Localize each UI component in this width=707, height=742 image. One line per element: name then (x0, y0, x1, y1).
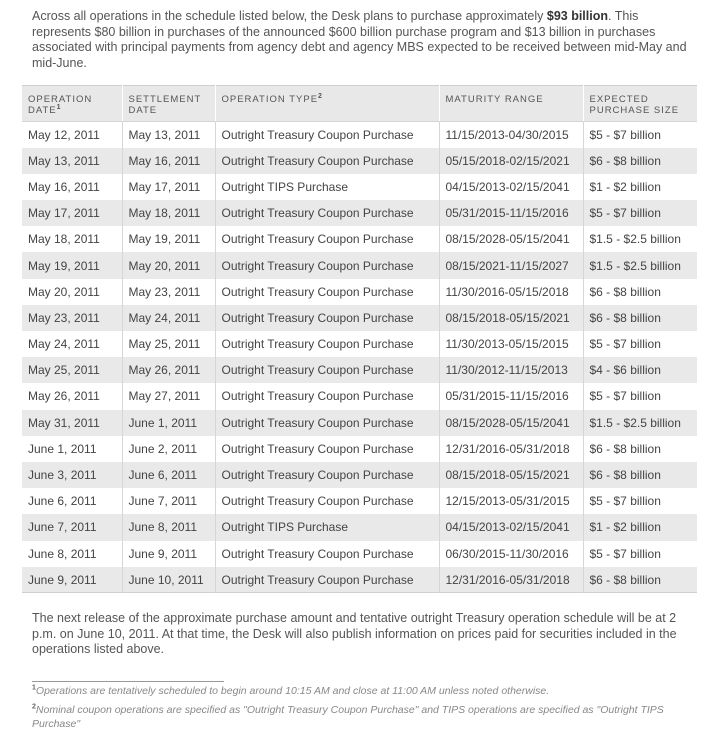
cell-settlement-date: May 27, 2011 (122, 383, 215, 409)
cell-maturity-range: 12/31/2016-05/31/2018 (439, 436, 583, 462)
intro-text-before: Across all operations in the schedule listed below, the Desk plans to purchase approximately (32, 9, 547, 23)
intro-paragraph (32, 9, 692, 71)
cell-operation-type: Outright Treasury Coupon Purchase (215, 410, 439, 436)
footnote-ref-2: 2 (318, 92, 323, 100)
cell-settlement-date: May 20, 2011 (122, 252, 215, 278)
cell-maturity-range: 08/15/2018-05/15/2021 (439, 462, 583, 488)
cell-operation-type: Outright TIPS Purchase (215, 174, 439, 200)
header-settlement-date: SETTLEMENT DATE (122, 86, 215, 122)
footnote-2: $^2$Nominal coupon operations are specified as "Outright Treasury Coupon Purchase" and TIPS operations are specified as "Outright TIPS Purchase" (32, 703, 664, 730)
cell-maturity-range: 04/15/2013-02/15/2041 (439, 174, 583, 200)
cell-settlement-date: June 6, 2011 (122, 462, 215, 488)
cell-expected-size: $6 - $8 billion (583, 436, 697, 462)
cell-operation-date: June 7, 2011 (22, 514, 122, 540)
cell-operation-type: Outright Treasury Coupon Purchase (215, 226, 439, 252)
cell-maturity-range: 11/30/2016-05/15/2018 (439, 279, 583, 305)
cell-operation-date: May 23, 2011 (22, 305, 122, 331)
table-row (22, 462, 697, 488)
cell-operation-date: May 26, 2011 (22, 383, 122, 409)
cell-settlement-date: May 26, 2011 (122, 357, 215, 383)
cell-operation-type: Outright Treasury Coupon Purchase (215, 148, 439, 174)
cell-operation-type: Outright TIPS Purchase (215, 514, 439, 540)
cell-settlement-date: May 16, 2011 (122, 148, 215, 174)
cell-settlement-date: May 25, 2011 (122, 331, 215, 357)
cell-operation-type: Outright Treasury Coupon Purchase (215, 252, 439, 278)
cell-operation-type: Outright Treasury Coupon Purchase (215, 279, 439, 305)
cell-operation-date: June 9, 2011 (22, 567, 122, 593)
table-header-row (22, 86, 697, 122)
cell-settlement-date: June 7, 2011 (122, 488, 215, 514)
cell-expected-size: $6 - $8 billion (583, 148, 697, 174)
cell-expected-size: $1.5 - $2.5 billion (583, 226, 697, 252)
cell-operation-type: Outright Treasury Coupon Purchase (215, 541, 439, 567)
cell-operation-date: May 12, 2011 (22, 122, 122, 148)
cell-expected-size: $5 - $7 billion (583, 383, 697, 409)
cell-maturity-range: 08/15/2018-05/15/2021 (439, 305, 583, 331)
cell-operation-type: Outright Treasury Coupon Purchase (215, 488, 439, 514)
header-expected-size: EXPECTED PURCHASE SIZE (583, 86, 697, 122)
table-row (22, 567, 697, 593)
table-row (22, 410, 697, 436)
cell-expected-size: $5 - $7 billion (583, 200, 697, 226)
cell-operation-date: May 31, 2011 (22, 410, 122, 436)
cell-maturity-range: 11/15/2013-04/30/2015 (439, 122, 583, 148)
cell-maturity-range: 05/31/2015-11/15/2016 (439, 200, 583, 226)
cell-operation-type: Outright Treasury Coupon Purchase (215, 305, 439, 331)
cell-operation-date: May 20, 2011 (22, 279, 122, 305)
cell-maturity-range: 08/15/2028-05/15/2041 (439, 226, 583, 252)
cell-operation-type: Outright Treasury Coupon Purchase (215, 357, 439, 383)
cell-operation-date: June 6, 2011 (22, 488, 122, 514)
cell-expected-size: $6 - $8 billion (583, 567, 697, 593)
cell-operation-date: June 1, 2011 (22, 436, 122, 462)
table-row (22, 226, 697, 252)
cell-settlement-date: May 19, 2011 (122, 226, 215, 252)
cell-maturity-range: 11/30/2012-11/15/2013 (439, 357, 583, 383)
table-row (22, 383, 697, 409)
header-operation-type: OPERATION TYPE$^2$ (215, 86, 439, 122)
cell-maturity-range: 08/15/2028-05/15/2041 (439, 410, 583, 436)
table-row (22, 148, 697, 174)
cell-settlement-date: June 1, 2011 (122, 410, 215, 436)
cell-maturity-range: 08/15/2021-11/15/2027 (439, 252, 583, 278)
cell-operation-date: May 19, 2011 (22, 252, 122, 278)
cell-settlement-date: May 24, 2011 (122, 305, 215, 331)
cell-operation-type: Outright Treasury Coupon Purchase (215, 462, 439, 488)
table-row (22, 357, 697, 383)
cell-maturity-range: 05/31/2015-11/15/2016 (439, 383, 583, 409)
cell-maturity-range: 12/15/2013-05/31/2015 (439, 488, 583, 514)
header-maturity-range: MATURITY RANGE (439, 86, 583, 122)
cell-expected-size: $6 - $8 billion (583, 305, 697, 331)
cell-settlement-date: June 8, 2011 (122, 514, 215, 540)
cell-operation-date: May 16, 2011 (22, 174, 122, 200)
cell-operation-type: Outright Treasury Coupon Purchase (215, 436, 439, 462)
cell-expected-size: $1.5 - $2.5 billion (583, 410, 697, 436)
cell-operation-date: May 17, 2011 (22, 200, 122, 226)
intro-amount: $93 billion (546, 9, 609, 23)
table-row (22, 305, 697, 331)
cell-operation-type: Outright Treasury Coupon Purchase (215, 567, 439, 593)
cell-operation-type: Outright Treasury Coupon Purchase (215, 122, 439, 148)
table-row (22, 488, 697, 514)
cell-expected-size: $6 - $8 billion (583, 462, 697, 488)
cell-expected-size: $5 - $7 billion (583, 488, 697, 514)
table-row (22, 279, 697, 305)
cell-operation-type: Outright Treasury Coupon Purchase (215, 200, 439, 226)
cell-settlement-date: May 17, 2011 (122, 174, 215, 200)
cell-operation-date: May 24, 2011 (22, 331, 122, 357)
cell-operation-date: June 8, 2011 (22, 541, 122, 567)
cell-expected-size: $4 - $6 billion (583, 357, 697, 383)
cell-expected-size: $5 - $7 billion (583, 541, 697, 567)
table-row (22, 331, 697, 357)
footnote-1: $^1$Operations are tentatively scheduled to begin around 10:15 AM and close at 11:00 AM unless noted otherwise. (32, 684, 550, 697)
cell-expected-size: $1 - $2 billion (583, 514, 697, 540)
cell-maturity-range: 12/31/2016-05/31/2018 (439, 567, 583, 593)
cell-settlement-date: May 18, 2011 (122, 200, 215, 226)
cell-maturity-range: 06/30/2015-11/30/2016 (439, 541, 583, 567)
table-row (22, 122, 697, 148)
cell-operation-date: June 3, 2011 (22, 462, 122, 488)
table-row (22, 174, 697, 200)
cell-expected-size: $1 - $2 billion (583, 174, 697, 200)
cell-operation-date: May 25, 2011 (22, 357, 122, 383)
cell-maturity-range: 04/15/2013-02/15/2041 (439, 514, 583, 540)
header-operation-date: OPERATION DATE$^1$ (22, 86, 122, 122)
table-row (22, 514, 697, 540)
cell-settlement-date: May 23, 2011 (122, 279, 215, 305)
cell-maturity-range: 05/15/2018-02/15/2021 (439, 148, 583, 174)
cell-settlement-date: May 13, 2011 (122, 122, 215, 148)
intro-text-after: . This represents $80 billion in purchases of the announced $600 billion purchase program and $13 billion in purchases associated with principal payments from agency debt and agency MBS expected to be received between mid-May and mid-June. (32, 9, 687, 70)
cell-expected-size: $1.5 - $2.5 billion (583, 252, 697, 278)
cell-operation-type: Outright Treasury Coupon Purchase (215, 383, 439, 409)
cell-expected-size: $6 - $8 billion (583, 279, 697, 305)
cell-expected-size: $5 - $7 billion (583, 122, 697, 148)
table-row (22, 200, 697, 226)
table-row (22, 436, 697, 462)
cell-maturity-range: 11/30/2013-05/15/2015 (439, 331, 583, 357)
footnote-ref-1: 1 (56, 103, 62, 111)
table-row (22, 541, 697, 567)
cell-settlement-date: June 10, 2011 (122, 567, 215, 593)
cell-settlement-date: June 2, 2011 (122, 436, 215, 462)
cell-expected-size: $5 - $7 billion (583, 331, 697, 357)
cell-operation-type: Outright Treasury Coupon Purchase (215, 331, 439, 357)
cell-operation-date: May 13, 2011 (22, 148, 122, 174)
table-row (22, 252, 697, 278)
footnote-divider (32, 681, 224, 682)
cell-settlement-date: June 9, 2011 (122, 541, 215, 567)
purchase-schedule-table (22, 85, 697, 593)
cell-operation-date: May 18, 2011 (22, 226, 122, 252)
next-release-paragraph: The next release of the approximate purchase amount and tentative outright Treasury operation schedule will be at 2 p.m. on June 10, 2011. At that time, the Desk will also publish information on prices paid for securities included in the operations listed above. (32, 611, 677, 656)
